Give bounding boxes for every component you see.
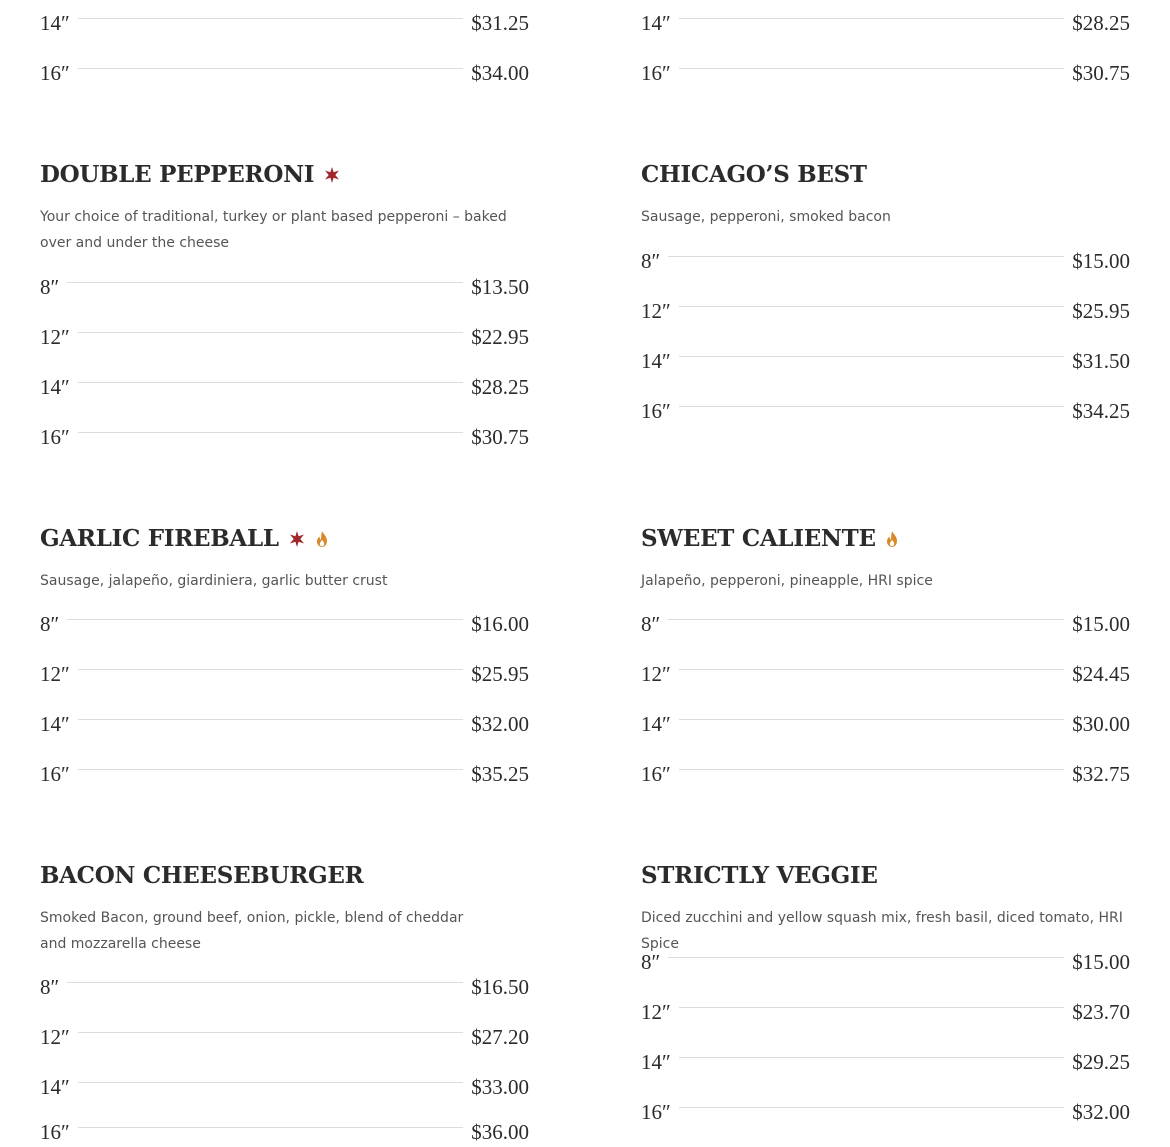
dotted-leader	[679, 719, 1065, 720]
price-row	[40, 972, 529, 1002]
size-label: 14″	[641, 1049, 671, 1074]
item-name: BACON CHEESEBURGER	[40, 862, 364, 889]
price-row	[641, 296, 1130, 326]
dotted-leader	[67, 619, 463, 620]
dotted-leader	[78, 669, 464, 670]
size-label: 16″	[40, 60, 70, 85]
item-title	[40, 163, 341, 186]
size-label: 8″	[40, 974, 60, 999]
price-value: $27.20	[471, 1024, 529, 1049]
size-label: 16″	[40, 761, 70, 786]
dotted-leader	[679, 669, 1065, 670]
price-value: $34.00	[471, 60, 529, 85]
dotted-leader	[67, 282, 463, 283]
menu-column-right	[641, 0, 1130, 1147]
dotted-leader	[679, 306, 1065, 307]
price-row	[641, 58, 1130, 88]
dotted-leader	[78, 332, 464, 333]
price-row	[40, 1072, 529, 1102]
size-label: 12″	[641, 661, 671, 686]
item-description: Sausage, jalapeño, giardiniera, garlic butter crust	[40, 573, 388, 589]
price-row	[641, 759, 1130, 789]
dotted-leader	[78, 432, 464, 433]
flame-icon	[314, 530, 330, 548]
size-label: 12″	[40, 661, 70, 686]
item-title	[40, 527, 330, 550]
size-label: 14″	[40, 374, 70, 399]
item-name: CHICAGO’S BEST	[641, 161, 867, 188]
size-label: 16″	[641, 761, 671, 786]
price-value: $32.00	[471, 711, 529, 736]
dotted-leader	[679, 1057, 1065, 1058]
dotted-leader	[78, 1127, 464, 1128]
price-value: $28.25	[1072, 10, 1130, 35]
size-label: 16″	[641, 60, 671, 85]
dotted-leader	[67, 982, 463, 983]
size-label: 16″	[40, 424, 70, 449]
price-value: $15.00	[1072, 611, 1130, 636]
price-value: $15.00	[1072, 949, 1130, 974]
item-name: GARLIC FIREBALL	[40, 525, 279, 552]
price-row	[641, 1097, 1130, 1127]
price-row	[40, 422, 529, 452]
item-title	[641, 163, 867, 186]
dotted-leader	[78, 1082, 464, 1083]
menu-column-left	[40, 0, 529, 1147]
item-title	[641, 527, 900, 550]
item-name: STRICTLY VEGGIE	[641, 862, 878, 889]
chicago-star-icon	[323, 166, 341, 184]
price-row	[641, 609, 1130, 639]
size-label: 8″	[641, 611, 661, 636]
price-value: $28.25	[471, 374, 529, 399]
item-title	[641, 864, 878, 887]
price-row	[40, 272, 529, 302]
price-value: $32.00	[1072, 1099, 1130, 1124]
price-row	[40, 759, 529, 789]
price-row	[40, 8, 529, 38]
price-value: $24.45	[1072, 661, 1130, 686]
price-value: $31.25	[471, 10, 529, 35]
price-value: $25.95	[471, 661, 529, 686]
price-value: $23.70	[1072, 999, 1130, 1024]
price-row	[40, 609, 529, 639]
price-value: $34.25	[1072, 398, 1130, 423]
dotted-leader	[668, 619, 1064, 620]
price-row	[40, 322, 529, 352]
dotted-leader	[78, 719, 464, 720]
dotted-leader	[679, 1007, 1065, 1008]
size-label: 14″	[40, 711, 70, 736]
price-value: $32.75	[1072, 761, 1130, 786]
price-row	[641, 246, 1130, 276]
price-value: $13.50	[471, 274, 529, 299]
item-description: Sausage, pepperoni, smoked bacon	[641, 209, 891, 225]
size-label: 12″	[641, 999, 671, 1024]
price-row	[641, 947, 1130, 977]
size-label: 8″	[641, 248, 661, 273]
price-value: $36.00	[471, 1119, 529, 1144]
price-row	[641, 1047, 1130, 1077]
price-value: $30.00	[1072, 711, 1130, 736]
size-label: 16″	[641, 1099, 671, 1124]
item-name: SWEET CALIENTE	[641, 525, 876, 552]
price-row	[641, 346, 1130, 376]
item-description: Diced zucchini and yellow squash mix, fresh basil, diced tomato, HRI Spice	[641, 910, 1123, 952]
dotted-leader	[679, 18, 1065, 19]
size-label: 14″	[641, 711, 671, 736]
price-value: $30.75	[1072, 60, 1130, 85]
size-label: 12″	[40, 324, 70, 349]
dotted-leader	[679, 356, 1065, 357]
size-label: 12″	[641, 298, 671, 323]
size-label: 14″	[641, 348, 671, 373]
dotted-leader	[78, 382, 464, 383]
price-value: $16.50	[471, 974, 529, 999]
price-value: $30.75	[471, 424, 529, 449]
dotted-leader	[668, 256, 1064, 257]
price-row	[40, 1022, 529, 1052]
flame-icon	[884, 530, 900, 548]
price-row	[641, 709, 1130, 739]
price-value: $35.25	[471, 761, 529, 786]
price-value: $16.00	[471, 611, 529, 636]
price-row	[641, 997, 1130, 1027]
chicago-star-icon	[288, 530, 306, 548]
price-value: $33.00	[471, 1074, 529, 1099]
price-value: $22.95	[471, 324, 529, 349]
price-row	[641, 8, 1130, 38]
price-row	[641, 396, 1130, 426]
item-title	[40, 864, 363, 887]
item-description: Smoked Bacon, ground beef, onion, pickle, blend of cheddar and mozzarella cheese	[40, 910, 464, 952]
item-description: Jalapeño, pepperoni, pineapple, HRI spice	[641, 573, 933, 589]
size-label: 14″	[641, 10, 671, 35]
dotted-leader	[679, 1107, 1065, 1108]
dotted-leader	[78, 1032, 464, 1033]
price-row	[40, 1117, 529, 1147]
size-label: 8″	[641, 949, 661, 974]
price-value: $25.95	[1072, 298, 1130, 323]
dotted-leader	[78, 769, 464, 770]
dotted-leader	[78, 18, 464, 19]
price-value: $15.00	[1072, 248, 1130, 273]
size-label: 8″	[40, 611, 60, 636]
size-label: 12″	[40, 1024, 70, 1049]
size-label: 8″	[40, 274, 60, 299]
size-label: 14″	[40, 10, 70, 35]
dotted-leader	[78, 68, 464, 69]
dotted-leader	[668, 957, 1064, 958]
dotted-leader	[679, 68, 1065, 69]
price-row	[40, 709, 529, 739]
item-name: DOUBLE PEPPERONI	[40, 161, 315, 188]
price-value: $29.25	[1072, 1049, 1130, 1074]
price-row	[641, 659, 1130, 689]
size-label: 14″	[40, 1074, 70, 1099]
size-label: 16″	[40, 1119, 70, 1144]
price-row	[40, 659, 529, 689]
dotted-leader	[679, 406, 1065, 407]
price-row	[40, 58, 529, 88]
dotted-leader	[679, 769, 1065, 770]
price-row	[40, 372, 529, 402]
price-value: $31.50	[1072, 348, 1130, 373]
size-label: 16″	[641, 398, 671, 423]
item-description: Your choice of traditional, turkey or plant based pepperoni – baked over and under the cheese	[40, 209, 507, 251]
